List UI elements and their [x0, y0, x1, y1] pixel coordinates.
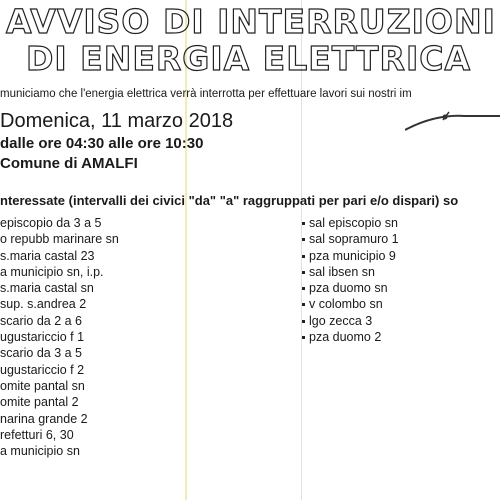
street-label: sal ibsen sn	[309, 264, 376, 279]
street-item: refetturi 6, 30	[0, 427, 74, 442]
street-label: sal episcopio sn	[309, 216, 398, 230]
street-label: lgo zecca 3	[309, 313, 373, 328]
street-item	[300, 248, 399, 264]
bullet-icon	[302, 303, 305, 306]
street-item: ugustariccio f 2	[0, 362, 85, 377]
street-item: omite pantal sn	[0, 378, 85, 393]
street-item	[300, 280, 399, 296]
streets-left-list	[0, 215, 119, 459]
streets-right-list	[300, 215, 399, 345]
street-item: s.maria castal sn	[0, 281, 94, 296]
street-label: pza duomo 2	[309, 330, 382, 345]
bullet-icon	[302, 255, 305, 258]
street-item	[300, 231, 399, 247]
bullet-icon	[302, 271, 305, 274]
street-item: s.maria castal 23	[0, 248, 95, 263]
street-item: omite pantal 2	[0, 395, 79, 410]
street-label: v colombo sn	[309, 297, 383, 312]
bullet-icon	[302, 287, 305, 290]
bullet-icon	[302, 336, 305, 339]
street-item	[300, 215, 399, 231]
street-item: scario da 3 a 5	[0, 346, 82, 361]
clock-icon	[405, 108, 500, 138]
street-item	[300, 329, 399, 345]
street-item: sup. s.andrea 2	[0, 297, 87, 312]
street-label: pza municipio 9	[309, 248, 396, 263]
street-item: narina grande 2	[0, 411, 88, 426]
title-line-1: AVVISO DI INTERRUZIONI	[6, 2, 496, 41]
bullet-icon	[302, 222, 305, 225]
street-item: o repubb marinare sn	[0, 232, 119, 247]
municipality: Comune di AMALFI	[0, 155, 138, 172]
bullet-icon	[302, 320, 305, 323]
street-item	[300, 264, 399, 280]
notice-text: municiamo che l'energia elettrica verrà interrotta per effettuare lavori sui nostri im	[0, 88, 412, 100]
street-label: pza duomo sn	[309, 281, 388, 296]
street-item: a municipio sn	[0, 444, 80, 459]
street-label: sal sopramuro 1	[309, 232, 399, 247]
street-item: a municipio sn, i.p.	[0, 264, 104, 279]
streets-heading: nteressate (intervalli dei civici "da" "a" raggruppati per pari e/o dispari) so	[0, 193, 459, 208]
street-item: scario da 2 a 6	[0, 313, 82, 328]
street-item: ugustariccio f 1	[0, 330, 85, 345]
title-line-2: DI ENERGIA ELETTRICA	[26, 39, 472, 78]
outage-date: Domenica, 11 marzo 2018	[0, 110, 234, 132]
outage-hours: dalle ore 04:30 alle ore 10:30	[0, 135, 204, 152]
street-item	[300, 313, 399, 329]
bullet-icon	[302, 238, 305, 241]
street-item	[300, 296, 399, 312]
street-item: episcopio da 3 a 5	[0, 216, 102, 230]
